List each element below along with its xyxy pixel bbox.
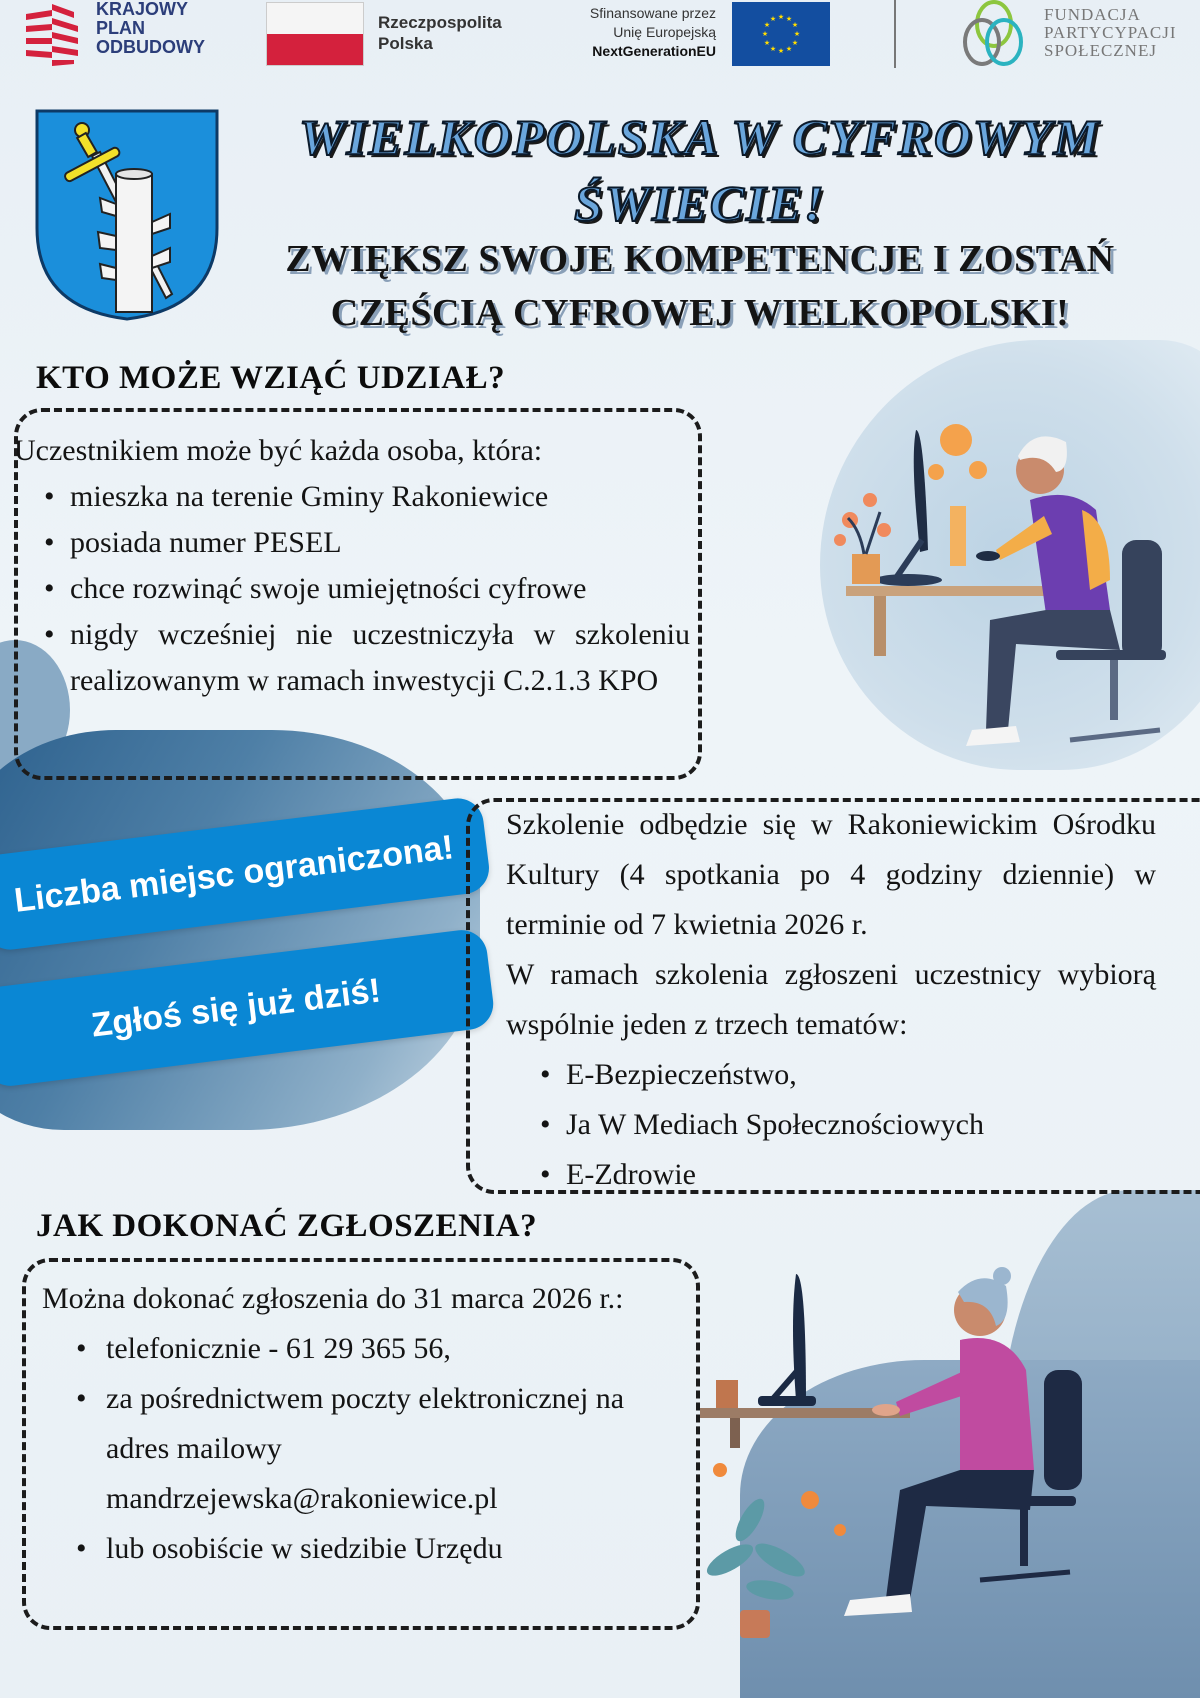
who-content xyxy=(14,428,690,704)
training-info xyxy=(506,800,1156,1200)
how-intro: Można dokonać zgłoszenia do 31 marca 2026 r.: xyxy=(42,1282,624,1315)
signup-methods-list xyxy=(76,1324,682,1574)
svg-text:★: ★ xyxy=(769,45,777,53)
how-content xyxy=(42,1274,682,1574)
who-heading: KTO MOŻE WZIĄĆ UDZIAŁ? xyxy=(36,360,506,396)
training-info-paragraph: Szkolenie odbędzie się w Rakoniewickim Ośrodku Kultury (4 spotkania po 4 godziny dziennie) w terminie od 7 kwietnia 2026 r. xyxy=(506,808,1156,941)
how-heading: JAK DOKONAĆ ZGŁOSZENIA? xyxy=(36,1208,538,1244)
page-subtitle: ZWIĘKSZ SWOJE KOMPETENCJE I ZOSTAŃ CZĘŚCIĄ CYFROWEJ WIELKOPOLSKI! xyxy=(285,238,1115,334)
list-item: • posiada numer PESEL xyxy=(44,520,690,566)
topics-list xyxy=(540,1050,1156,1200)
logo-bar xyxy=(0,0,1200,78)
svg-text:★: ★ xyxy=(785,15,793,23)
eu-funding-text: Sfinansowane przez Unię Europejską NextGenerationEU xyxy=(589,5,716,59)
eligibility-list xyxy=(44,474,690,704)
logo-divider xyxy=(894,0,896,68)
who-intro: Uczestnikiem może być każda osoba, która: xyxy=(14,434,543,467)
list-item: • E-Bezpieczeństwo, xyxy=(540,1050,1156,1100)
svg-text:★: ★ xyxy=(769,15,777,23)
list-item: • telefonicznie - 61 29 365 56, xyxy=(76,1324,682,1374)
coat-of-arms-icon xyxy=(34,108,220,322)
svg-text:★: ★ xyxy=(763,21,771,29)
kpo-logo-icon xyxy=(22,4,80,66)
fundacja-rings-icon xyxy=(958,0,1030,68)
svg-text:★: ★ xyxy=(785,45,793,53)
list-item: • mieszka na terenie Gminy Rakoniewice xyxy=(44,474,690,520)
training-topics-intro: W ramach szkolenia zgłoszeni uczestnicy wybiorą wspólnie jeden z trzech tematów: xyxy=(506,958,1156,1041)
list-item: • za pośrednictwem poczty elektronicznej na adres mailowy mandrzejewska@rakoniewice.pl xyxy=(76,1374,682,1524)
svg-text:★: ★ xyxy=(791,39,799,47)
woman-at-computer-illustration xyxy=(690,1260,1120,1660)
fundacja-logo-text: FUNDACJA PARTYCYPACJI SPOŁECZNEJ xyxy=(1044,5,1177,60)
poland-logo-text: Rzeczpospolita Polska xyxy=(378,13,502,53)
svg-text:★: ★ xyxy=(777,13,785,21)
list-item: • lub osobiście w siedzibie Urzędu xyxy=(76,1524,682,1574)
svg-text:★: ★ xyxy=(763,39,771,47)
list-item: • chce rozwinąć swoje umiejętności cyfrowe xyxy=(44,566,690,612)
page-title: WIELKOPOLSKA W CYFROWYM ŚWIECIE! xyxy=(299,109,1101,231)
man-at-computer-illustration xyxy=(820,400,1180,780)
limited-places-banner: Liczba miejsc ograniczona! xyxy=(0,795,492,952)
eu-flag-icon xyxy=(732,2,830,66)
kpo-logo-text: KRAJOWY PLAN ODBUDOWY xyxy=(96,0,205,57)
signup-today-banner: Zgłoś się już dziś! xyxy=(0,927,496,1089)
list-item: • Ja W Mediach Społecznościowych xyxy=(540,1100,1156,1150)
svg-text:★: ★ xyxy=(791,21,799,29)
svg-text:★: ★ xyxy=(793,30,801,38)
list-item: • nigdy wcześniej nie uczestniczyła w szkoleniu realizowanym w ramach inwestycji C.2.1.3 KPO xyxy=(44,612,690,704)
contact-email-link[interactable]: mandrzejewska@rakoniewice.pl xyxy=(106,1482,498,1515)
svg-text:★: ★ xyxy=(761,30,769,38)
list-item: • E-Zdrowie xyxy=(540,1150,1156,1200)
svg-text:★: ★ xyxy=(777,47,785,55)
poland-flag-icon xyxy=(266,2,364,66)
